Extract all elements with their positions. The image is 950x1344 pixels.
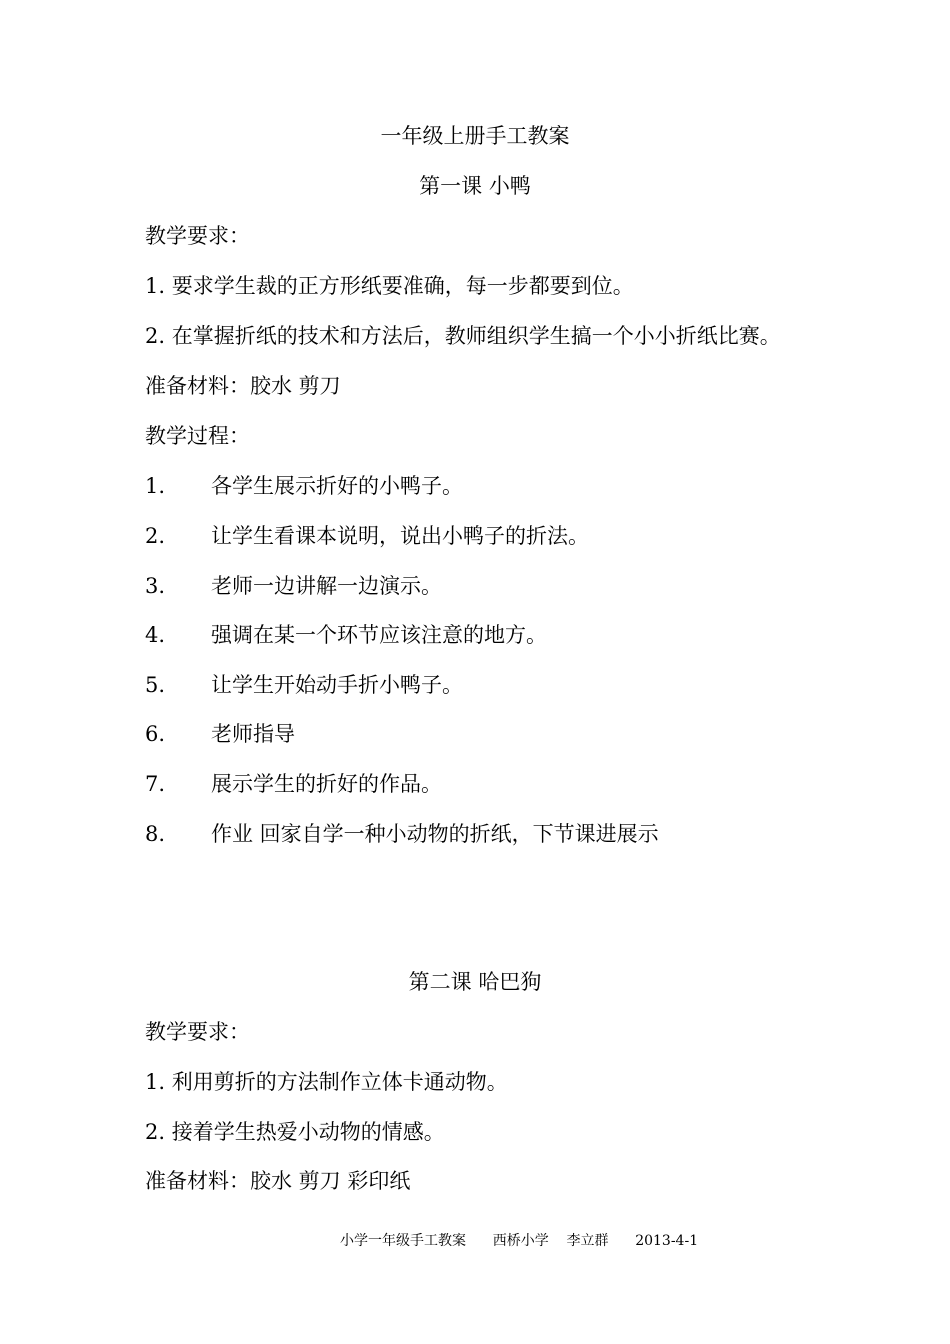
lesson1-materials: 准备材料：胶水 剪刀 [145, 374, 341, 398]
lesson2-requirements-label: 教学要求： [145, 1020, 250, 1044]
process-step [145, 721, 295, 747]
process-step [145, 523, 589, 549]
step-number: 7. [145, 772, 166, 796]
step-number: 6. [145, 722, 166, 746]
step-number: 5. [145, 673, 166, 697]
lesson1-requirement-1: 1. 要求学生裁的正方形纸要准确，每一步都要到位。 [145, 274, 634, 298]
step-text: 强调在某一个环节应该注意的地方。 [211, 623, 547, 647]
lesson1-requirements-label: 教学要求： [145, 224, 250, 248]
lesson1-requirement-2: 2. 在掌握折纸的技术和方法后，教师组织学生搞一个小小折纸比赛。 [145, 324, 781, 348]
step-number: 2. [145, 524, 166, 548]
lesson2-requirement-1: 1. 利用剪折的方法制作立体卡通动物。 [145, 1070, 508, 1094]
process-step [145, 622, 547, 648]
step-text: 作业 回家自学一种小动物的折纸，下节课进展示 [211, 822, 659, 846]
process-step [145, 573, 442, 599]
lesson2-materials: 准备材料：胶水 剪刀 彩印纸 [145, 1169, 411, 1193]
page-footer: 小学一年级手工教案 西桥小学 李立群 2013-4-1 [340, 1233, 699, 1249]
step-text: 让学生看课本说明，说出小鸭子的折法。 [211, 524, 589, 548]
lesson2-heading: 第二课 哈巴狗 [408, 970, 542, 994]
step-text: 老师一边讲解一边演示。 [211, 574, 442, 598]
step-text: 各学生展示折好的小鸭子。 [211, 474, 463, 498]
step-text: 让学生开始动手折小鸭子。 [211, 673, 463, 697]
step-number: 3. [145, 574, 166, 598]
step-number: 4. [145, 623, 166, 647]
process-step [145, 473, 463, 499]
document-title: 一年级上册手工教案 [380, 124, 570, 148]
process-step [145, 672, 463, 698]
lesson1-process-label: 教学过程： [145, 424, 250, 448]
step-number: 1. [145, 474, 166, 498]
step-text: 展示学生的折好的作品。 [211, 772, 442, 796]
lesson1-heading: 第一课 小鸭 [419, 174, 531, 198]
lesson2-requirement-2: 2. 接着学生热爱小动物的情感。 [145, 1120, 445, 1144]
process-step [145, 821, 659, 847]
step-number: 8. [145, 822, 166, 846]
process-step [145, 771, 442, 797]
step-text: 老师指导 [211, 722, 295, 746]
